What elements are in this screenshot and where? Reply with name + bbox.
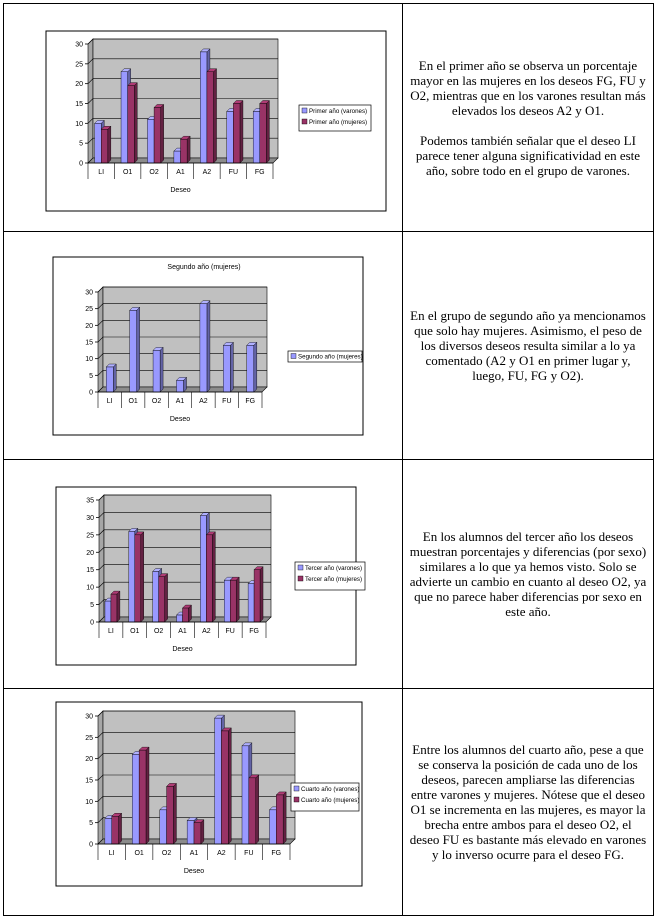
chart-cell-4 bbox=[4, 689, 403, 916]
y-tick-label: 35 bbox=[86, 497, 94, 505]
legend-label: Primer año (varones) bbox=[309, 108, 368, 115]
y-tick-label: 20 bbox=[85, 756, 93, 764]
bar-A2 bbox=[200, 301, 210, 392]
category-label-O1: O1 bbox=[122, 169, 133, 176]
category-label-O1: O1 bbox=[130, 628, 140, 635]
category-label-O2: O2 bbox=[149, 169, 159, 176]
chart-segundo-anio bbox=[4, 232, 402, 459]
bar-O2 bbox=[153, 347, 163, 392]
category-label-FU: FU bbox=[244, 850, 254, 857]
category-label-O2: O2 bbox=[161, 850, 172, 857]
legend-label: Tercer año (varones) bbox=[305, 565, 363, 572]
y-tick-label: 10 bbox=[86, 584, 94, 592]
chart-cell-2 bbox=[4, 232, 403, 460]
category-label-O1: O1 bbox=[128, 398, 138, 405]
category-label-FU: FU bbox=[225, 628, 235, 635]
side-wall bbox=[99, 495, 104, 622]
chart-primer-anio bbox=[4, 4, 402, 231]
text-cell-1 bbox=[403, 4, 654, 232]
y-tick-label: 0 bbox=[90, 619, 94, 627]
chart-cuarto-anio bbox=[4, 689, 402, 915]
text-cell-4 bbox=[403, 689, 654, 916]
legend-label: Segundo año (mujeres) bbox=[298, 353, 363, 361]
bar-mujeres-FG bbox=[276, 792, 286, 844]
y-tick-label: 15 bbox=[75, 101, 83, 108]
category-label-FG: FG bbox=[271, 850, 282, 857]
category-label-A2: A2 bbox=[199, 398, 208, 405]
category-label-LI: LI bbox=[108, 850, 115, 857]
bar-mujeres-FU bbox=[230, 577, 239, 622]
y-tick-label: 5 bbox=[79, 140, 83, 148]
y-tick-label: 20 bbox=[85, 322, 93, 330]
y-tick-label: 0 bbox=[89, 841, 93, 849]
bar-mujeres-FG bbox=[254, 567, 263, 622]
y-tick-label: 30 bbox=[86, 514, 94, 522]
legend-swatch bbox=[302, 108, 307, 113]
x-axis-title: Deseo bbox=[172, 646, 193, 653]
category-label-A2: A2 bbox=[202, 169, 212, 176]
bar-FG bbox=[247, 342, 257, 392]
y-tick-label: 10 bbox=[85, 356, 93, 364]
description-primer-anio-p1: En el primer año se observa un porcentaje mayor en las mujeres en los deseos FG, FU y O2, mientras que en los varones resultan más elevados los deseos A2 y O1. bbox=[410, 57, 646, 118]
bar-mujeres-O1 bbox=[135, 532, 144, 622]
content-table bbox=[3, 3, 654, 916]
bar-FU bbox=[223, 342, 233, 392]
y-tick-label: 20 bbox=[75, 81, 83, 89]
legend-swatch bbox=[294, 797, 299, 802]
category-label-FG: FG bbox=[245, 398, 256, 405]
category-label-LI: LI bbox=[106, 398, 113, 405]
category-label-O1: O1 bbox=[134, 850, 144, 857]
legend-label: Cuarto año (mujeres) bbox=[301, 797, 360, 804]
bar-mujeres-A2 bbox=[221, 728, 231, 844]
y-tick-label: 5 bbox=[89, 820, 93, 828]
bar-mujeres-O2 bbox=[154, 104, 164, 163]
description-cuarto-anio: Entre los alumnos del cuarto año, pese a que se conserva la posición de cada uno de los deseos, parecen ampliarse las diferencias entre varones y mujeres. Nótese que el deseo O1 se incrementa en las mujeres, es mayor la brecha entre ambos para el deseo O2, el deseo FU es bastante más elevado en varones y lo inverso ocurre para el deseo FG. bbox=[409, 742, 647, 862]
x-axis-title: Deseo bbox=[169, 416, 191, 423]
bar-mujeres-A1 bbox=[194, 820, 204, 844]
category-label-FU: FU bbox=[228, 169, 239, 176]
y-tick-label: 10 bbox=[75, 120, 83, 128]
y-tick-label: 5 bbox=[89, 372, 93, 380]
category-label-A2: A2 bbox=[217, 850, 226, 857]
chart-tercer-anio bbox=[4, 460, 402, 688]
bar-mujeres-FU bbox=[233, 101, 243, 164]
legend-label: Cuarto año (varones) bbox=[301, 786, 360, 793]
y-tick-label: 0 bbox=[89, 389, 93, 397]
category-label-FU: FU bbox=[222, 398, 232, 405]
description-tercer-anio: En los alumnos del tercer año los deseos muestran porcentajes y diferencias (por sexo) similares a lo que ya hemos visto. Solo se advierte un cambio en cuanto al deseo O2, ya que no parece haber diferencias por sexo en este año. bbox=[409, 529, 647, 619]
bar-mujeres-O1 bbox=[139, 747, 149, 844]
text-cell-2 bbox=[403, 232, 654, 460]
y-tick-label: 25 bbox=[85, 734, 93, 742]
bar-mujeres-FU bbox=[249, 775, 259, 844]
description-primer-anio-p2: Podemos también señalar que el deseo LI parece tener alguna significatividad en este año, sobre todo en el grupo de varones. bbox=[415, 132, 641, 178]
bar-mujeres-FG bbox=[260, 101, 270, 164]
category-label-O2: O2 bbox=[151, 398, 162, 405]
x-axis-title: Deseo bbox=[183, 868, 205, 875]
legend-swatch bbox=[298, 576, 303, 581]
bar-mujeres-A1 bbox=[181, 136, 191, 163]
category-label-LI: LI bbox=[108, 628, 114, 635]
bar-mujeres-A1 bbox=[183, 605, 192, 622]
bar-A1 bbox=[176, 377, 186, 392]
legend-swatch bbox=[291, 354, 296, 359]
category-label-FG: FG bbox=[249, 628, 259, 635]
legend-swatch bbox=[298, 565, 303, 570]
y-tick-label: 15 bbox=[85, 777, 93, 785]
text-cell-3 bbox=[403, 460, 654, 689]
x-axis-title: Deseo bbox=[170, 187, 191, 194]
bar-mujeres-A2 bbox=[206, 532, 215, 622]
bar-mujeres-A2 bbox=[207, 69, 217, 163]
legend-label: Primer año (mujeres) bbox=[309, 119, 368, 126]
y-tick-label: 20 bbox=[86, 549, 94, 557]
description-segundo-anio: En el grupo de segundo año ya mencionamos que solo hay mujeres. Asimismo, el peso de los diversos deseos resulta similar a lo ya comentado (A2 y O1 en primer lugar y, luego, FU, FG y O2). bbox=[410, 308, 646, 383]
bar-O1 bbox=[130, 307, 140, 392]
category-label-FG: FG bbox=[254, 169, 265, 176]
y-tick-label: 0 bbox=[79, 160, 83, 168]
y-tick-label: 25 bbox=[75, 61, 83, 69]
legend-swatch bbox=[294, 786, 299, 791]
y-tick-label: 25 bbox=[86, 532, 94, 540]
bar-mujeres-LI bbox=[101, 126, 111, 163]
y-tick-label: 15 bbox=[86, 567, 94, 575]
legend-swatch bbox=[302, 119, 307, 124]
category-label-A2: A2 bbox=[202, 628, 211, 635]
category-label-LI: LI bbox=[98, 169, 105, 176]
bar-mujeres-O2 bbox=[159, 574, 168, 622]
chart-title: Segundo año (mujeres) bbox=[167, 264, 241, 271]
category-label-A1: A1 bbox=[189, 850, 199, 857]
y-tick-label: 15 bbox=[85, 339, 93, 347]
y-tick-label: 30 bbox=[85, 713, 93, 721]
y-tick-label: 10 bbox=[85, 798, 93, 806]
chart-cell-1 bbox=[4, 4, 403, 232]
category-label-O2: O2 bbox=[153, 628, 164, 635]
y-tick-label: 5 bbox=[90, 602, 94, 610]
y-tick-label: 30 bbox=[75, 41, 83, 49]
legend-label: Tercer año (mujeres) bbox=[305, 576, 363, 583]
bar-mujeres-O1 bbox=[128, 83, 138, 163]
y-tick-label: 25 bbox=[85, 306, 93, 314]
y-tick-label: 30 bbox=[85, 289, 93, 297]
bar-mujeres-LI bbox=[111, 591, 120, 622]
category-label-A1: A1 bbox=[175, 398, 185, 405]
category-label-A1: A1 bbox=[178, 628, 187, 635]
chart-cell-3 bbox=[4, 460, 403, 689]
category-label-A1: A1 bbox=[176, 169, 185, 176]
bar-mujeres-O2 bbox=[167, 783, 177, 844]
bar-LI bbox=[106, 364, 116, 392]
bar-mujeres-LI bbox=[112, 813, 122, 844]
